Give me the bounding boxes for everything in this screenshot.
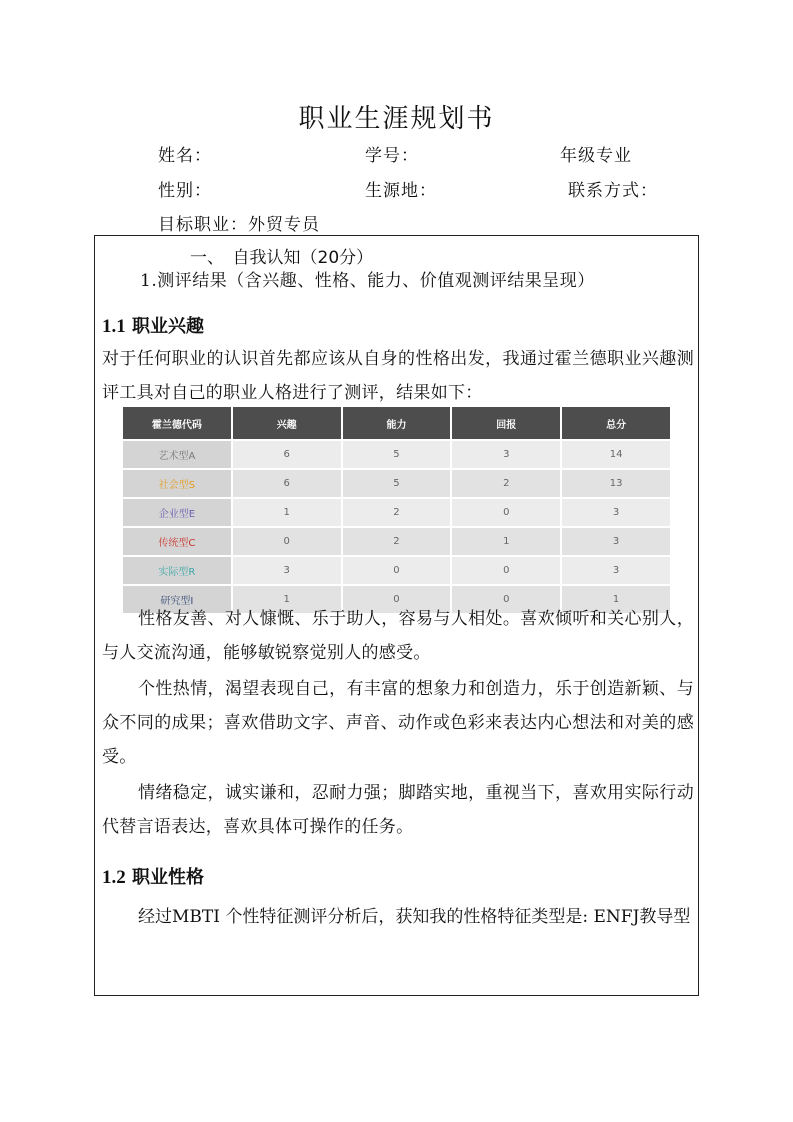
origin-label: 生源地：: [365, 181, 437, 201]
heading-number: 1.2: [102, 867, 126, 888]
table-header-row: [122, 406, 671, 440]
ability-cell: 5: [342, 469, 452, 498]
header-reward: 回报: [451, 406, 561, 440]
reward-cell: 1: [451, 527, 561, 556]
gender-label: 性别：: [158, 181, 212, 201]
total-cell: 13: [561, 469, 671, 498]
interest-cell: 6: [232, 440, 342, 469]
header-ability: 能力: [342, 406, 452, 440]
heading-career-interest: [102, 312, 204, 338]
paragraph-personality-1: 性格友善、对人慷慨、乐于助人，容易与人相处。喜欢倾听和关心别人，与人交流沟通，能够敏锐察觉别人的感受。: [102, 609, 694, 663]
table-row: [122, 469, 671, 498]
type-cell: 企业型E: [122, 498, 232, 527]
interest-cell: 1: [232, 585, 342, 614]
ability-cell: 0: [342, 556, 452, 585]
ability-cell: 2: [342, 527, 452, 556]
name-label: 姓名：: [158, 146, 212, 166]
table-row: [122, 556, 671, 585]
interest-cell: 1: [232, 498, 342, 527]
type-cell: 社会型S: [122, 469, 232, 498]
type-cell: 传统型C: [122, 527, 232, 556]
heading-number: 1.1: [102, 316, 126, 337]
grade-major-label: 年级专业: [560, 146, 632, 166]
section-heading: 一、 自我认知（20分）: [190, 248, 374, 268]
section-box: [94, 235, 699, 996]
ability-cell: 2: [342, 498, 452, 527]
table-row: [122, 440, 671, 469]
total-cell: 3: [561, 527, 671, 556]
interest-cell: 3: [232, 556, 342, 585]
heading-text: 职业性格: [132, 867, 205, 888]
heading-career-personality: [102, 863, 204, 889]
assessment-results-heading: 1.测评结果（含兴趣、性格、能力、价值观测评结果呈现）: [140, 271, 595, 291]
type-cell: 研究型I: [122, 585, 232, 614]
reward-cell: 2: [451, 469, 561, 498]
document-title: 职业生涯规划书: [298, 104, 495, 134]
interest-intro: 对于任何职业的认识首先都应该从自身的性格出发，我通过霍兰德职业兴趣测评工具对自己的职业人格进行了测评，结果如下：: [102, 349, 694, 403]
reward-cell: 0: [451, 585, 561, 614]
reward-cell: 0: [451, 556, 561, 585]
reward-cell: 3: [451, 440, 561, 469]
total-cell: 14: [561, 440, 671, 469]
contact-label: 联系方式：: [568, 181, 658, 201]
total-cell: 3: [561, 556, 671, 585]
interest-cell: 6: [232, 469, 342, 498]
total-cell: 1: [561, 585, 671, 614]
reward-cell: 0: [451, 498, 561, 527]
mbti-result: 经过MBTI 个性特征测评分析后，获知我的性格特征类型是: ENFJ教导型: [138, 907, 691, 927]
paragraph-personality-3: 情绪稳定，诚实谦和，忍耐力强；脚踏实地，重视当下，喜欢用实际行动代替言语表达，喜欢具体可操作的任务。: [102, 783, 694, 837]
holland-table: [121, 405, 672, 615]
table-row: [122, 527, 671, 556]
heading-text: 职业兴趣: [132, 316, 205, 337]
header-interest: 兴趣: [232, 406, 342, 440]
type-cell: 实际型R: [122, 556, 232, 585]
type-cell: 艺术型A: [122, 440, 232, 469]
header-total: 总分: [561, 406, 671, 440]
ability-cell: 0: [342, 585, 452, 614]
table-row: [122, 498, 671, 527]
header-code: 霍兰德代码: [122, 406, 232, 440]
interest-cell: 0: [232, 527, 342, 556]
target-job: 目标职业：外贸专员: [158, 215, 320, 235]
ability-cell: 5: [342, 440, 452, 469]
student-id-label: 学号：: [365, 146, 419, 166]
paragraph-personality-2: 个性热情，渴望表现自己，有丰富的想象力和创造力，乐于创造新颖、与众不同的成果；喜欢借助文字、声音、动作或色彩来表达内心想法和对美的感受。: [102, 679, 694, 767]
total-cell: 3: [561, 498, 671, 527]
